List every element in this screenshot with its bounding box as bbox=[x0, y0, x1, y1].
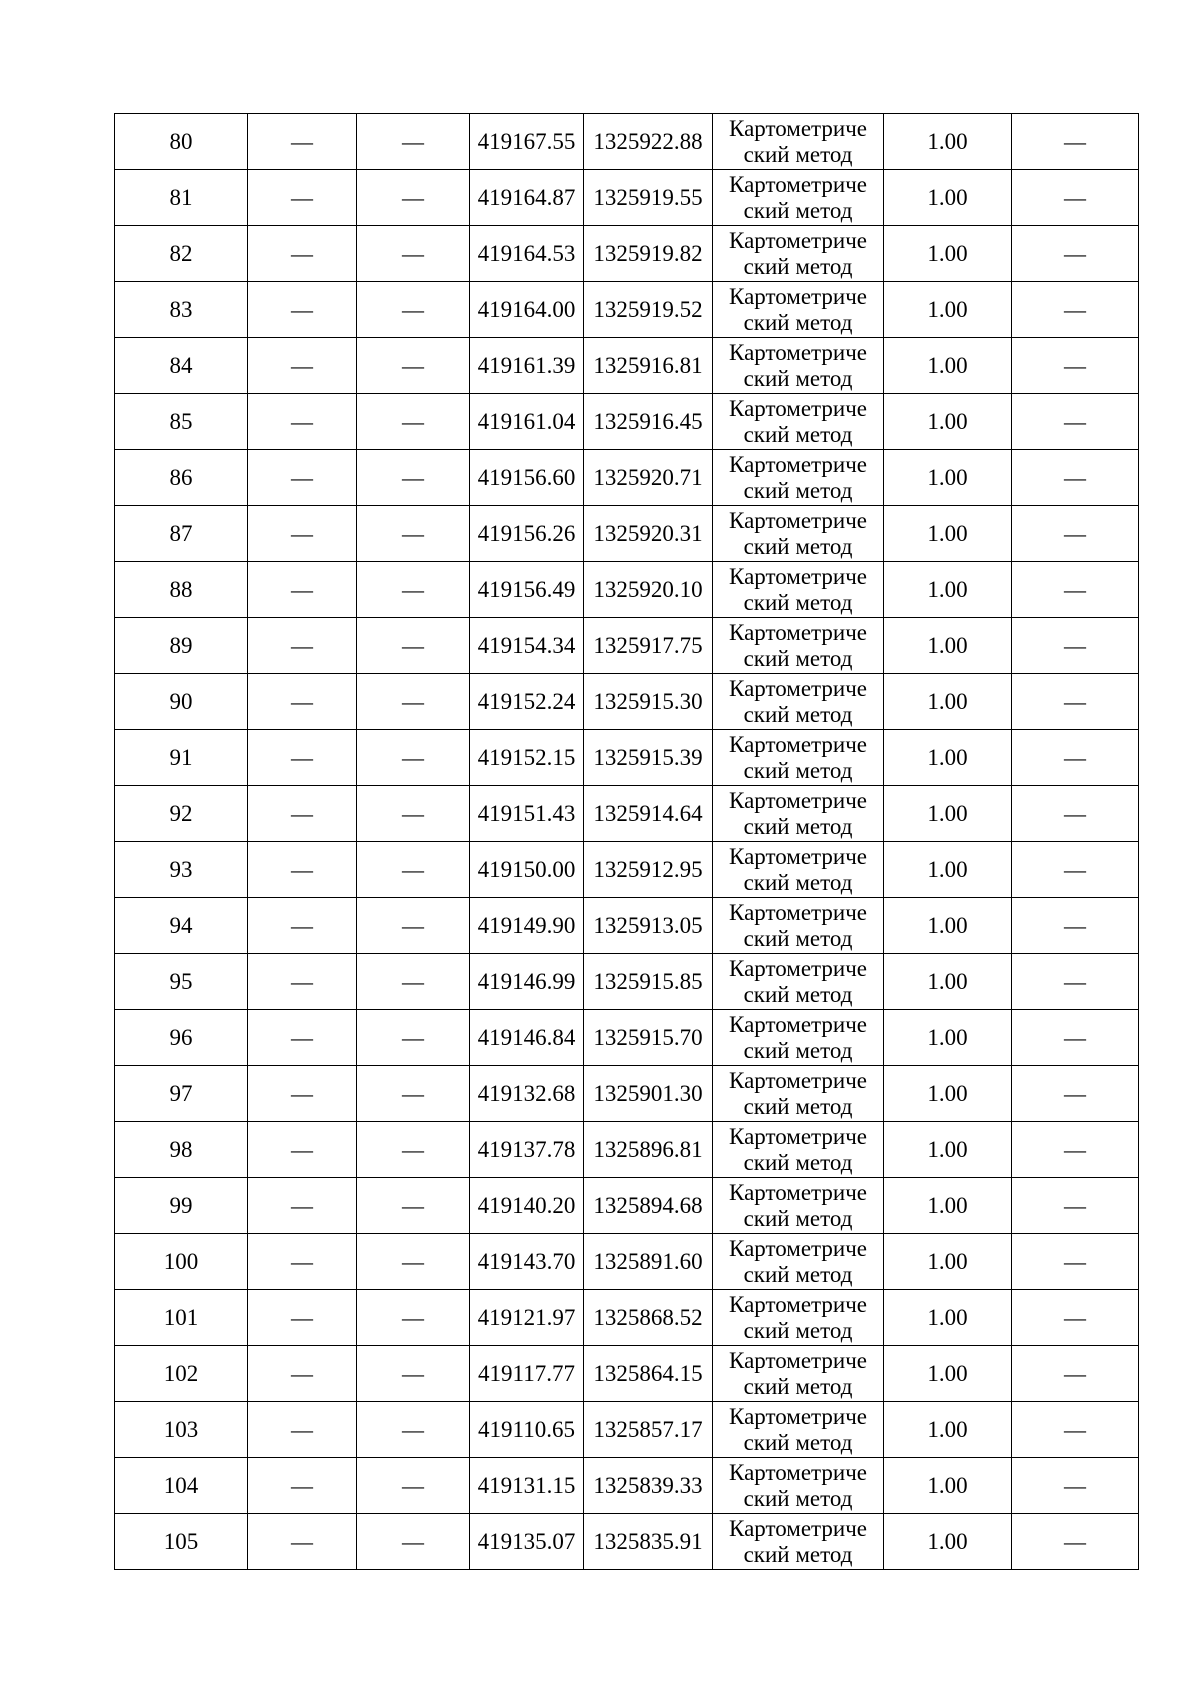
method-line-2: ский метод bbox=[743, 1541, 853, 1567]
accuracy-cell: 1.00 bbox=[884, 898, 1012, 954]
method-cell bbox=[713, 1234, 884, 1290]
point-number-cell: 97 bbox=[115, 1066, 248, 1122]
x-coordinate-cell: 419164.53 bbox=[470, 226, 584, 282]
x-coordinate-cell: 419150.00 bbox=[470, 842, 584, 898]
method-line-2: ский метод bbox=[743, 421, 853, 447]
old-y-cell: — bbox=[357, 1346, 470, 1402]
table-row bbox=[115, 282, 1139, 338]
old-y-cell: — bbox=[357, 450, 470, 506]
old-x-cell: — bbox=[248, 1514, 357, 1570]
old-y-cell: — bbox=[357, 1066, 470, 1122]
point-number-cell: 86 bbox=[115, 450, 248, 506]
description-cell: — bbox=[1012, 114, 1139, 170]
accuracy-cell: 1.00 bbox=[884, 114, 1012, 170]
method-line-2: ский метод bbox=[743, 1429, 853, 1455]
old-y-cell: — bbox=[357, 1290, 470, 1346]
method-line-2: ский метод bbox=[743, 309, 853, 335]
old-x-cell: — bbox=[248, 114, 357, 170]
description-cell: — bbox=[1012, 674, 1139, 730]
description-cell: — bbox=[1012, 898, 1139, 954]
method-line-1: Картометриче bbox=[729, 339, 867, 365]
old-x-cell: — bbox=[248, 562, 357, 618]
table-row bbox=[115, 786, 1139, 842]
x-coordinate-cell: 419146.99 bbox=[470, 954, 584, 1010]
old-y-cell: — bbox=[357, 226, 470, 282]
description-cell: — bbox=[1012, 1514, 1139, 1570]
old-x-cell: — bbox=[248, 450, 357, 506]
accuracy-cell: 1.00 bbox=[884, 674, 1012, 730]
accuracy-cell: 1.00 bbox=[884, 394, 1012, 450]
accuracy-cell: 1.00 bbox=[884, 730, 1012, 786]
method-cell bbox=[713, 450, 884, 506]
old-x-cell: — bbox=[248, 394, 357, 450]
description-cell: — bbox=[1012, 1402, 1139, 1458]
old-y-cell: — bbox=[357, 1514, 470, 1570]
description-cell: — bbox=[1012, 1066, 1139, 1122]
table-row bbox=[115, 1290, 1139, 1346]
old-y-cell: — bbox=[357, 1234, 470, 1290]
accuracy-cell: 1.00 bbox=[884, 562, 1012, 618]
y-coordinate-cell: 1325919.52 bbox=[584, 282, 713, 338]
old-y-cell: — bbox=[357, 394, 470, 450]
accuracy-cell: 1.00 bbox=[884, 170, 1012, 226]
method-cell bbox=[713, 1458, 884, 1514]
method-line-2: ский метод bbox=[743, 1149, 853, 1175]
method-cell bbox=[713, 618, 884, 674]
old-y-cell: — bbox=[357, 282, 470, 338]
old-x-cell: — bbox=[248, 506, 357, 562]
method-line-2: ский метод bbox=[743, 701, 853, 727]
method-line-2: ский метод bbox=[743, 981, 853, 1007]
old-x-cell: — bbox=[248, 1458, 357, 1514]
point-number-cell: 100 bbox=[115, 1234, 248, 1290]
x-coordinate-cell: 419135.07 bbox=[470, 1514, 584, 1570]
old-x-cell: — bbox=[248, 842, 357, 898]
old-y-cell: — bbox=[357, 338, 470, 394]
x-coordinate-cell: 419121.97 bbox=[470, 1290, 584, 1346]
table-row bbox=[115, 226, 1139, 282]
accuracy-cell: 1.00 bbox=[884, 842, 1012, 898]
point-number-cell: 99 bbox=[115, 1178, 248, 1234]
y-coordinate-cell: 1325920.31 bbox=[584, 506, 713, 562]
description-cell: — bbox=[1012, 730, 1139, 786]
y-coordinate-cell: 1325835.91 bbox=[584, 1514, 713, 1570]
old-x-cell: — bbox=[248, 954, 357, 1010]
method-line-1: Картометриче bbox=[729, 1459, 867, 1485]
y-coordinate-cell: 1325864.15 bbox=[584, 1346, 713, 1402]
description-cell: — bbox=[1012, 1178, 1139, 1234]
y-coordinate-cell: 1325839.33 bbox=[584, 1458, 713, 1514]
old-y-cell: — bbox=[357, 562, 470, 618]
y-coordinate-cell: 1325920.10 bbox=[584, 562, 713, 618]
y-coordinate-cell: 1325912.95 bbox=[584, 842, 713, 898]
method-cell bbox=[713, 842, 884, 898]
y-coordinate-cell: 1325915.39 bbox=[584, 730, 713, 786]
x-coordinate-cell: 419164.00 bbox=[470, 282, 584, 338]
table-row bbox=[115, 1010, 1139, 1066]
method-cell bbox=[713, 1346, 884, 1402]
method-line-1: Картометриче bbox=[729, 507, 867, 533]
method-line-1: Картометриче bbox=[729, 1347, 867, 1373]
method-line-2: ский метод bbox=[743, 141, 853, 167]
point-number-cell: 103 bbox=[115, 1402, 248, 1458]
description-cell: — bbox=[1012, 1234, 1139, 1290]
table-row bbox=[115, 1346, 1139, 1402]
point-number-cell: 92 bbox=[115, 786, 248, 842]
method-line-1: Картометриче bbox=[729, 675, 867, 701]
method-line-1: Картометриче bbox=[729, 1067, 867, 1093]
x-coordinate-cell: 419117.77 bbox=[470, 1346, 584, 1402]
accuracy-cell: 1.00 bbox=[884, 282, 1012, 338]
point-number-cell: 89 bbox=[115, 618, 248, 674]
accuracy-cell: 1.00 bbox=[884, 1346, 1012, 1402]
old-y-cell: — bbox=[357, 506, 470, 562]
x-coordinate-cell: 419152.24 bbox=[470, 674, 584, 730]
method-cell bbox=[713, 1122, 884, 1178]
method-cell bbox=[713, 954, 884, 1010]
method-cell bbox=[713, 226, 884, 282]
description-cell: — bbox=[1012, 842, 1139, 898]
table-row bbox=[115, 954, 1139, 1010]
method-cell bbox=[713, 1178, 884, 1234]
method-line-1: Картометриче bbox=[729, 787, 867, 813]
y-coordinate-cell: 1325901.30 bbox=[584, 1066, 713, 1122]
x-coordinate-cell: 419143.70 bbox=[470, 1234, 584, 1290]
point-number-cell: 83 bbox=[115, 282, 248, 338]
table-row bbox=[115, 1458, 1139, 1514]
point-number-cell: 84 bbox=[115, 338, 248, 394]
accuracy-cell: 1.00 bbox=[884, 1010, 1012, 1066]
method-line-1: Картометриче bbox=[729, 115, 867, 141]
method-cell bbox=[713, 1010, 884, 1066]
old-x-cell: — bbox=[248, 1122, 357, 1178]
old-y-cell: — bbox=[357, 730, 470, 786]
old-x-cell: — bbox=[248, 338, 357, 394]
table-row bbox=[115, 1122, 1139, 1178]
old-y-cell: — bbox=[357, 674, 470, 730]
method-line-1: Картометриче bbox=[729, 395, 867, 421]
table-row bbox=[115, 562, 1139, 618]
x-coordinate-cell: 419161.04 bbox=[470, 394, 584, 450]
accuracy-cell: 1.00 bbox=[884, 1178, 1012, 1234]
table-row bbox=[115, 338, 1139, 394]
x-coordinate-cell: 419140.20 bbox=[470, 1178, 584, 1234]
table-row bbox=[115, 114, 1139, 170]
point-number-cell: 81 bbox=[115, 170, 248, 226]
method-cell bbox=[713, 674, 884, 730]
old-x-cell: — bbox=[248, 170, 357, 226]
method-line-2: ский метод bbox=[743, 365, 853, 391]
accuracy-cell: 1.00 bbox=[884, 618, 1012, 674]
method-cell bbox=[713, 1290, 884, 1346]
method-line-2: ский метод bbox=[743, 757, 853, 783]
description-cell: — bbox=[1012, 282, 1139, 338]
method-cell bbox=[713, 1402, 884, 1458]
x-coordinate-cell: 419110.65 bbox=[470, 1402, 584, 1458]
description-cell: — bbox=[1012, 1290, 1139, 1346]
y-coordinate-cell: 1325915.70 bbox=[584, 1010, 713, 1066]
y-coordinate-cell: 1325917.75 bbox=[584, 618, 713, 674]
description-cell: — bbox=[1012, 394, 1139, 450]
table-row bbox=[115, 1402, 1139, 1458]
coordinates-table-body bbox=[115, 114, 1139, 1570]
y-coordinate-cell: 1325891.60 bbox=[584, 1234, 713, 1290]
old-y-cell: — bbox=[357, 898, 470, 954]
method-line-1: Картометриче bbox=[729, 1235, 867, 1261]
method-cell bbox=[713, 170, 884, 226]
old-y-cell: — bbox=[357, 1010, 470, 1066]
method-line-1: Картометриче bbox=[729, 1179, 867, 1205]
x-coordinate-cell: 419132.68 bbox=[470, 1066, 584, 1122]
method-cell bbox=[713, 562, 884, 618]
accuracy-cell: 1.00 bbox=[884, 954, 1012, 1010]
y-coordinate-cell: 1325922.88 bbox=[584, 114, 713, 170]
description-cell: — bbox=[1012, 618, 1139, 674]
x-coordinate-cell: 419156.49 bbox=[470, 562, 584, 618]
old-x-cell: — bbox=[248, 786, 357, 842]
y-coordinate-cell: 1325915.85 bbox=[584, 954, 713, 1010]
accuracy-cell: 1.00 bbox=[884, 1458, 1012, 1514]
old-y-cell: — bbox=[357, 842, 470, 898]
old-x-cell: — bbox=[248, 1402, 357, 1458]
point-number-cell: 95 bbox=[115, 954, 248, 1010]
method-line-2: ский метод bbox=[743, 1373, 853, 1399]
y-coordinate-cell: 1325868.52 bbox=[584, 1290, 713, 1346]
method-line-2: ский метод bbox=[743, 533, 853, 559]
old-x-cell: — bbox=[248, 1178, 357, 1234]
coordinates-table bbox=[114, 113, 1139, 1570]
description-cell: — bbox=[1012, 954, 1139, 1010]
point-number-cell: 87 bbox=[115, 506, 248, 562]
description-cell: — bbox=[1012, 1458, 1139, 1514]
method-line-2: ский метод bbox=[743, 869, 853, 895]
old-x-cell: — bbox=[248, 730, 357, 786]
point-number-cell: 80 bbox=[115, 114, 248, 170]
method-line-1: Картометриче bbox=[729, 731, 867, 757]
accuracy-cell: 1.00 bbox=[884, 1290, 1012, 1346]
method-line-2: ский метод bbox=[743, 253, 853, 279]
method-line-2: ский метод bbox=[743, 645, 853, 671]
x-coordinate-cell: 419156.26 bbox=[470, 506, 584, 562]
y-coordinate-cell: 1325913.05 bbox=[584, 898, 713, 954]
table-row bbox=[115, 1178, 1139, 1234]
old-y-cell: — bbox=[357, 954, 470, 1010]
y-coordinate-cell: 1325915.30 bbox=[584, 674, 713, 730]
point-number-cell: 94 bbox=[115, 898, 248, 954]
method-cell bbox=[713, 338, 884, 394]
method-line-1: Картометриче bbox=[729, 619, 867, 645]
old-x-cell: — bbox=[248, 1066, 357, 1122]
method-cell bbox=[713, 1066, 884, 1122]
old-y-cell: — bbox=[357, 618, 470, 674]
old-x-cell: — bbox=[248, 1234, 357, 1290]
method-line-1: Картометриче bbox=[729, 451, 867, 477]
y-coordinate-cell: 1325916.81 bbox=[584, 338, 713, 394]
old-x-cell: — bbox=[248, 618, 357, 674]
x-coordinate-cell: 419131.15 bbox=[470, 1458, 584, 1514]
y-coordinate-cell: 1325919.55 bbox=[584, 170, 713, 226]
method-cell bbox=[713, 114, 884, 170]
x-coordinate-cell: 419156.60 bbox=[470, 450, 584, 506]
old-y-cell: — bbox=[357, 786, 470, 842]
old-y-cell: — bbox=[357, 1122, 470, 1178]
method-line-2: ский метод bbox=[743, 1317, 853, 1343]
accuracy-cell: 1.00 bbox=[884, 1514, 1012, 1570]
x-coordinate-cell: 419167.55 bbox=[470, 114, 584, 170]
y-coordinate-cell: 1325914.64 bbox=[584, 786, 713, 842]
old-x-cell: — bbox=[248, 282, 357, 338]
point-number-cell: 105 bbox=[115, 1514, 248, 1570]
method-line-1: Картометриче bbox=[729, 899, 867, 925]
method-line-2: ский метод bbox=[743, 1485, 853, 1511]
method-line-2: ский метод bbox=[743, 1093, 853, 1119]
table-row bbox=[115, 394, 1139, 450]
old-y-cell: — bbox=[357, 1402, 470, 1458]
table-row bbox=[115, 170, 1139, 226]
accuracy-cell: 1.00 bbox=[884, 1066, 1012, 1122]
old-x-cell: — bbox=[248, 226, 357, 282]
method-cell bbox=[713, 730, 884, 786]
method-cell bbox=[713, 1514, 884, 1570]
method-line-2: ский метод bbox=[743, 589, 853, 615]
old-x-cell: — bbox=[248, 1290, 357, 1346]
method-line-1: Картометриче bbox=[729, 563, 867, 589]
method-line-1: Картометриче bbox=[729, 283, 867, 309]
table-row bbox=[115, 730, 1139, 786]
method-line-2: ский метод bbox=[743, 925, 853, 951]
y-coordinate-cell: 1325919.82 bbox=[584, 226, 713, 282]
x-coordinate-cell: 419149.90 bbox=[470, 898, 584, 954]
old-y-cell: — bbox=[357, 170, 470, 226]
description-cell: — bbox=[1012, 1010, 1139, 1066]
table-row bbox=[115, 1066, 1139, 1122]
method-line-1: Картометриче bbox=[729, 1011, 867, 1037]
accuracy-cell: 1.00 bbox=[884, 506, 1012, 562]
table-row bbox=[115, 618, 1139, 674]
x-coordinate-cell: 419146.84 bbox=[470, 1010, 584, 1066]
description-cell: — bbox=[1012, 226, 1139, 282]
x-coordinate-cell: 419151.43 bbox=[470, 786, 584, 842]
old-x-cell: — bbox=[248, 898, 357, 954]
description-cell: — bbox=[1012, 1346, 1139, 1402]
method-cell bbox=[713, 786, 884, 842]
old-y-cell: — bbox=[357, 114, 470, 170]
point-number-cell: 85 bbox=[115, 394, 248, 450]
table-row bbox=[115, 674, 1139, 730]
point-number-cell: 104 bbox=[115, 1458, 248, 1514]
point-number-cell: 91 bbox=[115, 730, 248, 786]
description-cell: — bbox=[1012, 338, 1139, 394]
method-cell bbox=[713, 898, 884, 954]
method-cell bbox=[713, 506, 884, 562]
table-row bbox=[115, 450, 1139, 506]
method-line-1: Картометриче bbox=[729, 1515, 867, 1541]
method-line-1: Картометриче bbox=[729, 1123, 867, 1149]
description-cell: — bbox=[1012, 450, 1139, 506]
y-coordinate-cell: 1325920.71 bbox=[584, 450, 713, 506]
old-x-cell: — bbox=[248, 674, 357, 730]
accuracy-cell: 1.00 bbox=[884, 786, 1012, 842]
method-line-2: ский метод bbox=[743, 1037, 853, 1063]
y-coordinate-cell: 1325857.17 bbox=[584, 1402, 713, 1458]
point-number-cell: 102 bbox=[115, 1346, 248, 1402]
point-number-cell: 90 bbox=[115, 674, 248, 730]
table-row bbox=[115, 506, 1139, 562]
method-line-2: ский метод bbox=[743, 813, 853, 839]
x-coordinate-cell: 419164.87 bbox=[470, 170, 584, 226]
method-line-2: ский метод bbox=[743, 477, 853, 503]
description-cell: — bbox=[1012, 1122, 1139, 1178]
x-coordinate-cell: 419152.15 bbox=[470, 730, 584, 786]
accuracy-cell: 1.00 bbox=[884, 338, 1012, 394]
description-cell: — bbox=[1012, 506, 1139, 562]
accuracy-cell: 1.00 bbox=[884, 1122, 1012, 1178]
method-line-1: Картометриче bbox=[729, 1403, 867, 1429]
description-cell: — bbox=[1012, 562, 1139, 618]
method-line-1: Картометриче bbox=[729, 171, 867, 197]
point-number-cell: 101 bbox=[115, 1290, 248, 1346]
method-line-1: Картометриче bbox=[729, 1291, 867, 1317]
y-coordinate-cell: 1325896.81 bbox=[584, 1122, 713, 1178]
point-number-cell: 96 bbox=[115, 1010, 248, 1066]
x-coordinate-cell: 419137.78 bbox=[470, 1122, 584, 1178]
accuracy-cell: 1.00 bbox=[884, 226, 1012, 282]
method-line-1: Картометриче bbox=[729, 227, 867, 253]
point-number-cell: 82 bbox=[115, 226, 248, 282]
method-line-2: ский метод bbox=[743, 1205, 853, 1231]
method-line-1: Картометриче bbox=[729, 843, 867, 869]
method-line-2: ский метод bbox=[743, 1261, 853, 1287]
x-coordinate-cell: 419161.39 bbox=[470, 338, 584, 394]
table-row bbox=[115, 842, 1139, 898]
accuracy-cell: 1.00 bbox=[884, 450, 1012, 506]
y-coordinate-cell: 1325916.45 bbox=[584, 394, 713, 450]
old-y-cell: — bbox=[357, 1458, 470, 1514]
accuracy-cell: 1.00 bbox=[884, 1234, 1012, 1290]
x-coordinate-cell: 419154.34 bbox=[470, 618, 584, 674]
description-cell: — bbox=[1012, 170, 1139, 226]
method-cell bbox=[713, 394, 884, 450]
old-x-cell: — bbox=[248, 1010, 357, 1066]
method-line-2: ский метод bbox=[743, 197, 853, 223]
method-cell bbox=[713, 282, 884, 338]
point-number-cell: 98 bbox=[115, 1122, 248, 1178]
accuracy-cell: 1.00 bbox=[884, 1402, 1012, 1458]
old-y-cell: — bbox=[357, 1178, 470, 1234]
method-line-1: Картометриче bbox=[729, 955, 867, 981]
old-x-cell: — bbox=[248, 1346, 357, 1402]
table-row bbox=[115, 1234, 1139, 1290]
y-coordinate-cell: 1325894.68 bbox=[584, 1178, 713, 1234]
point-number-cell: 88 bbox=[115, 562, 248, 618]
description-cell: — bbox=[1012, 786, 1139, 842]
table-row bbox=[115, 1514, 1139, 1570]
point-number-cell: 93 bbox=[115, 842, 248, 898]
table-row bbox=[115, 898, 1139, 954]
